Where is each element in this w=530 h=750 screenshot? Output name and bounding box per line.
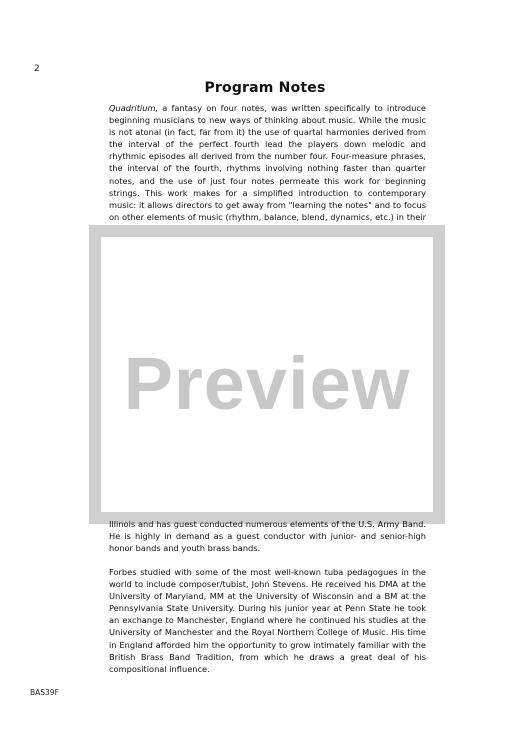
preview-watermark-text: Preview [123, 342, 411, 425]
page-title: Program Notes [204, 80, 326, 96]
paragraph-2-text: Illinois and has guest conducted numerous elements of the U.S. Army Band. He is highly in demand as a guest conductor with junior- and senior-high honor bands and youth brass bands. [109, 519, 426, 554]
paragraph-1-text: a fantasy on four notes, was written specifically to introduce beginning musicians to new ways of thinking about music. While the music is not atonal (in fact, far from it) the use of quartal harmonies derived from the interval of the perfect fourth lead the players down melodic and rhythmic episodes all derived from the number four. Four-measure phrases, the interval of the fourth, rhythms involving nothing faster than quarter notes, and the use of just four notes permeate this work for beginning strings. This work makes for a simplified introduction to contemporary music: it allows directors to get away from "learning the notes" and to focus on other elements of music (rhythm, balance, blend, dynamics, etc.) in their [109, 103, 426, 222]
paragraph-3-text: Forbes studied with some of the most well-known tuba pedagogues in the world to include composer/tubist, John Stevens. He received his DMA at the University of Maryland, MM at the University of Wisconsin and a BM at the Pennsylvania State University. During his junior year at Penn State he took an exchange to Manchester, England where he continued his studies at the University of Manchester and the Royal Northern College of Music. His time in England afforded him the opportunity to grow intimately familiar with the British Brass Band Tradition, from which he draws a great deal of his compositional influence. [109, 567, 426, 674]
catalog-code: BAS39F [30, 688, 59, 697]
piece-title: Quadritium, [109, 103, 159, 113]
program-notes-paragraph-3 [109, 566, 426, 675]
page-number: 2 [34, 64, 40, 74]
program-notes-paragraph-2 [109, 518, 426, 554]
preview-watermark [89, 225, 445, 524]
